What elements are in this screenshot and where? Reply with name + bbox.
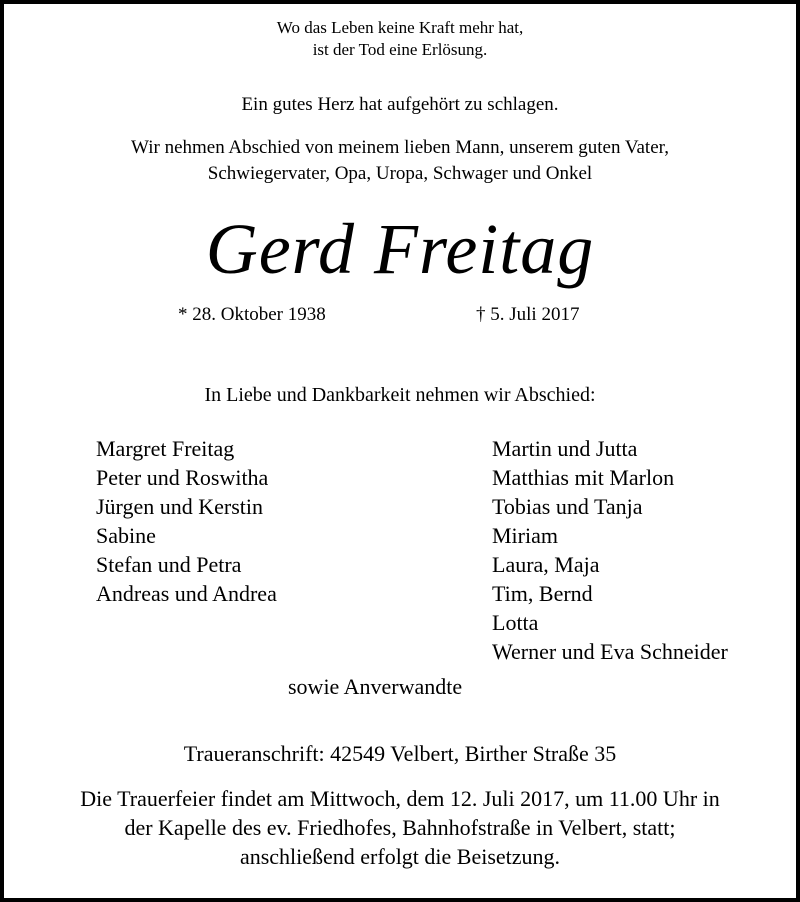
family-member: Tim, Bernd [492, 581, 593, 606]
death-date: † 5. Juli 2017 [476, 304, 580, 325]
funeral-line-2: der Kapelle des ev. Friedhofes, Bahnhofstraße in Velbert, statt; [124, 815, 676, 840]
family-member: Laura, Maja [492, 552, 600, 577]
family-list-left [96, 434, 277, 608]
funeral-line-3: anschließend erfolgt die Beisetzung. [239, 844, 561, 869]
family-member: Peter und Roswitha [96, 465, 269, 490]
mourning-intro: In Liebe und Dankbarkeit nehmen wir Abschied: [204, 384, 596, 406]
farewell-text [4, 135, 796, 187]
motto-line-1: Wo das Leben keine Kraft mehr hat, [276, 18, 524, 37]
motto-line-2: ist der Tod eine Erlösung. [312, 40, 488, 59]
farewell-line-1: Wir nehmen Abschied von meinem lieben Mann, unserem guten Vater, [131, 137, 669, 158]
farewell-line-2: Schwiegervater, Opa, Uropa, Schwager und Onkel [207, 163, 593, 184]
family-member: Stefan und Petra [96, 552, 242, 577]
family-member: Tobias und Tanja [492, 494, 643, 519]
family-member: Martin und Jutta [492, 436, 638, 461]
relatives-line: sowie Anverwandte [288, 674, 463, 699]
family-member: Werner und Eva Schneider [492, 639, 728, 664]
family-member: Margret Freitag [96, 436, 235, 461]
deceased-name: Gerd Freitag [205, 209, 595, 289]
mourning-address: Traueranschrift: 42549 Velbert, Birther Straße 35 [183, 741, 617, 766]
funeral-details [4, 784, 796, 871]
family-member: Lotta [492, 610, 539, 635]
family-member: Jürgen und Kerstin [96, 494, 264, 519]
heart-stopped-line: Ein gutes Herz hat aufgehört zu schlagen. [241, 94, 559, 115]
birth-date: * 28. Oktober 1938 [178, 304, 326, 325]
family-member: Matthias mit Marlon [492, 465, 675, 490]
family-member: Andreas und Andrea [96, 581, 277, 606]
motto-quote [4, 17, 796, 61]
family-list-right [492, 434, 728, 666]
family-member: Miriam [492, 523, 558, 548]
funeral-line-1: Die Trauerfeier findet am Mittwoch, dem 12. Juli 2017, um 11.00 Uhr in [80, 786, 720, 811]
family-member: Sabine [96, 523, 156, 548]
